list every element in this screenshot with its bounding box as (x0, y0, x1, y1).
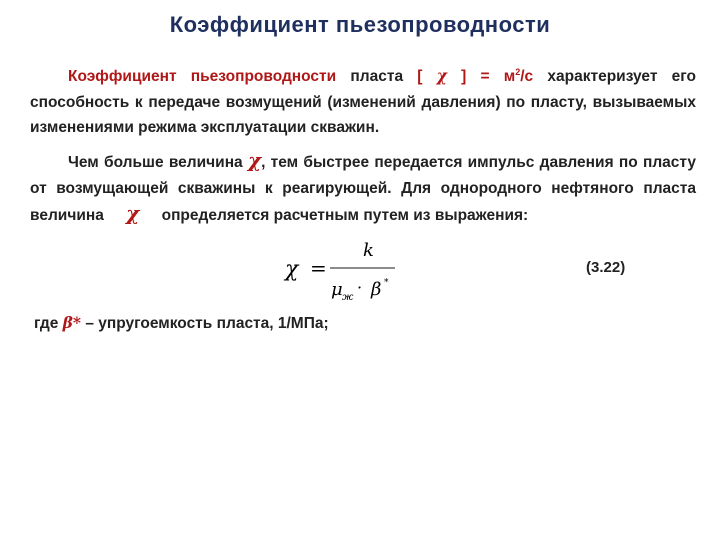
formula-numerator: k (363, 240, 374, 261)
formula-lhs-chi: χ (285, 257, 299, 282)
p2-text-1: Чем больше величина (68, 154, 248, 171)
page-title: Коэффициент пьезопроводности (169, 12, 551, 37)
formula-mu: μ (331, 279, 343, 300)
where-text: – упругоемкость пласта, 1/МПа; (81, 315, 329, 332)
formula-dot: · (357, 278, 363, 297)
chi-symbol: χ (436, 66, 447, 86)
chi-symbol-2: χ (247, 148, 262, 172)
p2-text-3: определяется расчетным путем из выражения: (157, 207, 529, 224)
formula-3-22 (275, 232, 455, 307)
formula-equals: = (310, 256, 327, 280)
formula-beta: β (371, 279, 382, 300)
beta-star-symbol: β* (62, 313, 82, 332)
definition-paragraph (30, 60, 696, 141)
where-prefix: где (34, 315, 63, 332)
formula-mu-subscript: ж (342, 292, 354, 303)
explanation-paragraph (30, 148, 696, 229)
p1-text-1: пласта (336, 68, 418, 86)
unit-exponent: 2 (515, 67, 521, 77)
formula-star: * (384, 278, 389, 288)
term-highlight: Коэффициент пьезопроводности (68, 68, 337, 86)
chi-symbol-3: χ (126, 201, 140, 225)
p1-text-2: характеризует его способность к передаче возмущений (изменений давления) по пласту, вызываемых изменениями режима эксплуатации скважин. (30, 68, 697, 137)
unit-bracket-open: [ (417, 68, 437, 86)
equation-number: (3.22) (586, 259, 626, 276)
where-line (34, 313, 329, 333)
unit-equals: ] = м (446, 68, 516, 86)
p2-text-2: , тем быстрее передается импульс давления по пласту от возмущающей скважины к реагирующей. Для однородного нефтяного пласта величина (30, 154, 697, 224)
unit-end: /с (520, 68, 534, 86)
